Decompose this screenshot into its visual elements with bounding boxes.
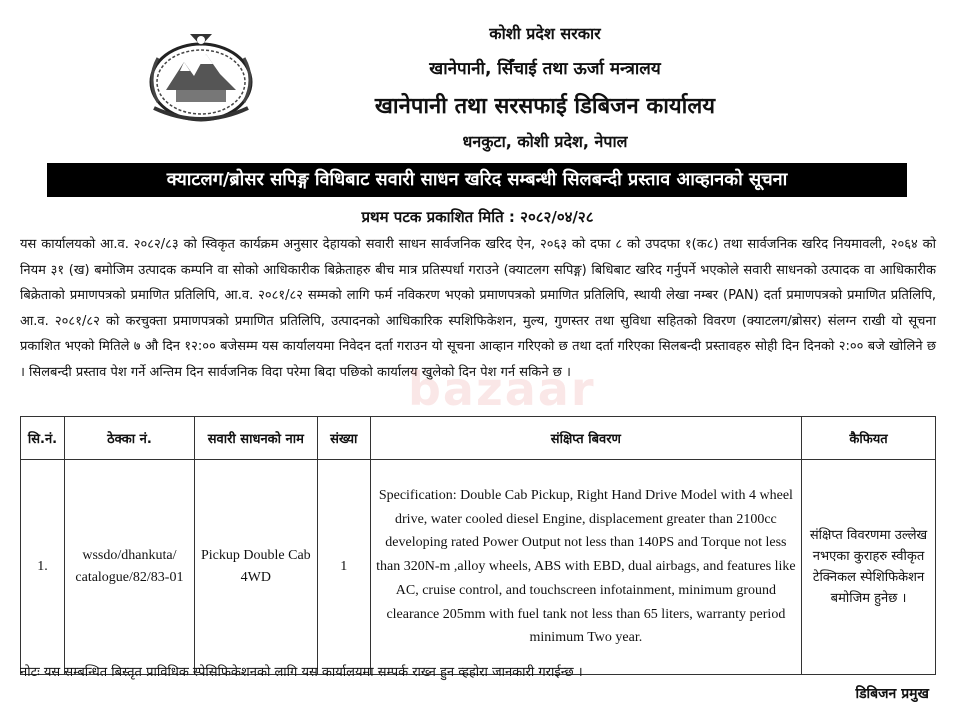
footer-note: नोटः यस सम्बन्धित बिस्तृत प्राविधिक स्पेसिफिकेशनको लागि यस कार्यालयमा सम्पर्क राख्न हुन व्हहोरा जानकारी गराईन्छ ।	[20, 665, 583, 680]
header-quantity: संख्या	[317, 417, 370, 460]
office-address: धनकुटा, कोशी प्रदेश, नेपाल	[462, 132, 628, 151]
signature: डिबिजन प्रमुख	[855, 686, 929, 702]
table-row	[21, 460, 936, 675]
letterhead	[0, 0, 955, 160]
cell-quantity: 1	[317, 460, 370, 675]
government-name: कोशी प्रदेश सरकार	[489, 24, 601, 43]
notice-title: क्याटलग/ब्रोसर सपिङ्ग विधिबाट सवारी साधन खरिद सम्बन्धी सिलबन्दी प्रस्ताव आव्हानको सूचना	[47, 163, 907, 197]
notice-body: यस कार्यालयको आ.व. २०८२/८३ को स्विकृत कार्यक्रम अनुसार देहायको सवारी साधन सार्वजनिक खरिद ऐन, २०६३ को दफा ८ को उपदफा १(क८) तथा सार्वजनिक खरिद नियमावली, २०६४ को नियम ३१ (ख) बमोजिम उत्पादक कम्पनि वा सोको आधिकारीक बिक्रेताहरु बीच मात्र प्रतिस्पर्धा गराउने (क्याटलग सपिङ्ग) बिधिबाट खरिद गर्नुपर्ने भएकोले सवारी साधनको उत्पादक वा आधिकारीक बिक्रेताको प्रमाणपत्रको प्रमाणित प्रतिलिपि, आ.व. २०८१/८२ सम्मको लागि फर्म नविकरण भएको प्रमाणपत्रको प्रमाणित प्रतिलिपि, स्थायी लेखा नम्बर (PAN) दर्ता प्रमाणपत्रको प्रमाणित प्रतिलिपि, आ.व. २०८१/८२ को करचुक्ता प्रमाणपत्रको प्रमाणित प्रतिलिपि, उत्पादनको आधिकारिक स्पशिफिकेशन, मुल्य, गुणस्तर तथा सुविधा सहितको विवरण (क्याटलग/ब्रोसर) संलग्न राखी यो सूचना प्रकाशित भएको मितिले ७ औ दिन १२:०० बजेसम्म यस कार्यालयमा निवेदन दर्ता गराउन यो सूचना आव्हान गरिएको छ तथा दर्ता गरिएका सिलबन्दी प्रस्तावहरु सोही दिन दिनको २:०० बजे खोलिने छ । सिलबन्दी प्रस्ताव पेश गर्ने अन्तिम दिन सार्वजनिक विदा परेमा बिदा पछिको कार्यालय खुलेको दिन पेश गर्न सकिने छ ।	[20, 237, 936, 380]
header-specification: संक्षिप्त बिवरण	[370, 417, 801, 460]
header-vehicle-name: सवारी साधनको नाम	[194, 417, 317, 460]
header-remarks: कैफियत	[802, 417, 936, 460]
ministry-name: खानेपानी, सिँचाई तथा ऊर्जा मन्त्रालय	[429, 59, 661, 79]
cell-remarks: संक्षिप्त विवरणमा उल्लेख नभएका कुराहरु स्वीकृत टेक्निकल स्पेशिफिकेशन बमोजिम हुनेछ ।	[802, 460, 936, 675]
published-date: प्रथम पटक प्रकाशित मिति : २०८२/०४/२८	[361, 208, 594, 226]
cell-vehicle-name: Pickup Double Cab 4WD	[194, 460, 317, 675]
office-name: खानेपानी तथा सरसफाई डिबिजन कार्यालय	[374, 94, 716, 119]
header-contract-no: ठेक्का नं.	[64, 417, 194, 460]
cell-specification: Specification: Double Cab Pickup, Right Hand Drive Model with 4 wheel drive, water cooled diesel Engine, displacement greater than 2100cc developing rated Power Output not less than 140PS and Torque not less than 320N-m ,alloy wheels, ABS with EBD, dual airbags, and features like AC, cruise control, and touchscreen infotainment, minimum ground clearance 205mm with fuel tank not less than 65 liters, warranty period minimum Two year.	[370, 460, 801, 675]
cell-sn: 1.	[21, 460, 65, 675]
header-sn: सि.नं.	[21, 417, 65, 460]
cell-contract-no: wssdo/dhankuta/ catalogue/82/83-01	[64, 460, 194, 675]
vehicle-table	[20, 416, 936, 675]
table-header-row	[21, 417, 936, 460]
watermark: bazaar	[408, 362, 596, 416]
